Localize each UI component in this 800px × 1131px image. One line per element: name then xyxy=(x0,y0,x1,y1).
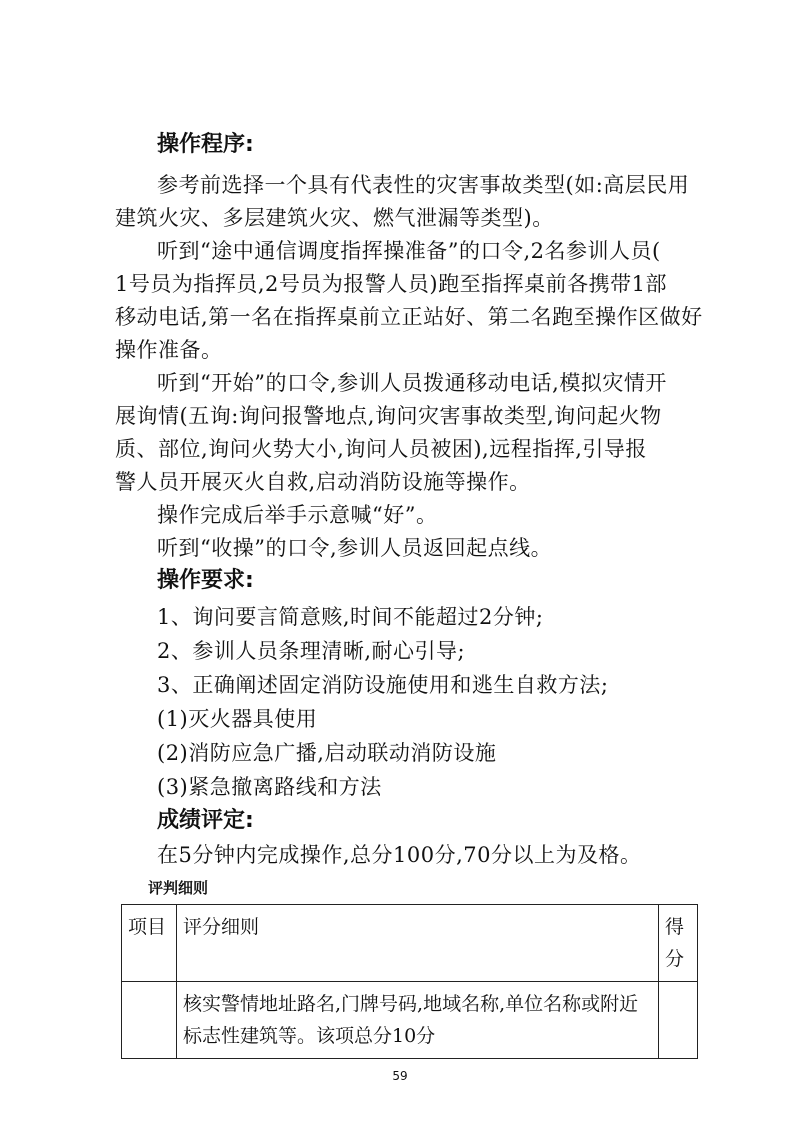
requirement-item: 3、正确阐述固定消防设施使用和逃生自救方法; xyxy=(157,673,609,697)
procedure-line: 参考前选择一个具有代表性的灾害事故类型(如:高层民用 xyxy=(157,173,690,197)
header-rule: 评分细则 xyxy=(177,905,659,982)
page-number: 59 xyxy=(392,1069,408,1083)
procedure-line: 质、部位,询问火势大小,询问人员被困),远程指挥,引导报 xyxy=(115,437,647,461)
procedure-heading: 操作程序: xyxy=(157,132,254,157)
procedure-line: 1号员为指挥员,2号员为报警人员)跑至指挥桌前各携带1部 xyxy=(115,272,667,296)
requirement-item: 1、询问要言简意赅,时间不能超过2分钟; xyxy=(157,605,544,629)
procedure-line: 听到“收操”的口令,参训人员返回起点线。 xyxy=(157,536,553,560)
header-score: 得分 xyxy=(659,905,698,982)
procedure-line: 建筑火灾、多层建筑火灾、燃气泄漏等类型)。 xyxy=(115,206,554,230)
rules-table xyxy=(121,904,698,1059)
procedure-line: 听到“途中通信调度指挥操准备”的口令,2名参训人员( xyxy=(157,239,661,263)
cell-score xyxy=(659,982,698,1059)
procedure-line: 展询情(五询:询问报警地点,询问灾害事故类型,询问起火物 xyxy=(115,404,662,428)
requirement-item: (3)紧急撤离路线和方法 xyxy=(157,775,382,799)
procedure-line: 警人员开展灭火自救,启动消防设施等操作。 xyxy=(115,470,531,494)
scoring-text: 在5分钟内完成操作,总分100分,70分以上为及格。 xyxy=(157,843,642,867)
header-item: 项目 xyxy=(122,905,177,982)
procedure-line: 操作完成后举手示意喊“好”。 xyxy=(157,503,438,527)
procedure-line: 移动电话,第一名在指挥桌前立正站好、第二名跑至操作区做好 xyxy=(115,305,703,329)
requirement-item: (2)消防应急广播,启动联动消防设施 xyxy=(157,741,497,765)
cell-item xyxy=(122,982,177,1059)
requirement-item: (1)灭火器具使用 xyxy=(157,707,318,731)
table-title: 评判细则 xyxy=(148,879,209,897)
scoring-heading: 成绩评定: xyxy=(157,808,254,833)
procedure-line: 操作准备。 xyxy=(115,338,223,362)
requirements-heading: 操作要求: xyxy=(157,568,254,593)
cell-rule: 核实警情地址路名,门牌号码,地域名称,单位名称或附近标志性建筑等。该项总分10分 xyxy=(177,982,659,1059)
requirement-item: 2、参训人员条理清晰,耐心引导; xyxy=(157,639,466,663)
procedure-line: 听到“开始”的口令,参训人员拨通移动电话,模拟灾情开 xyxy=(157,371,667,395)
table-header-row xyxy=(122,905,698,982)
table-row xyxy=(122,982,698,1059)
